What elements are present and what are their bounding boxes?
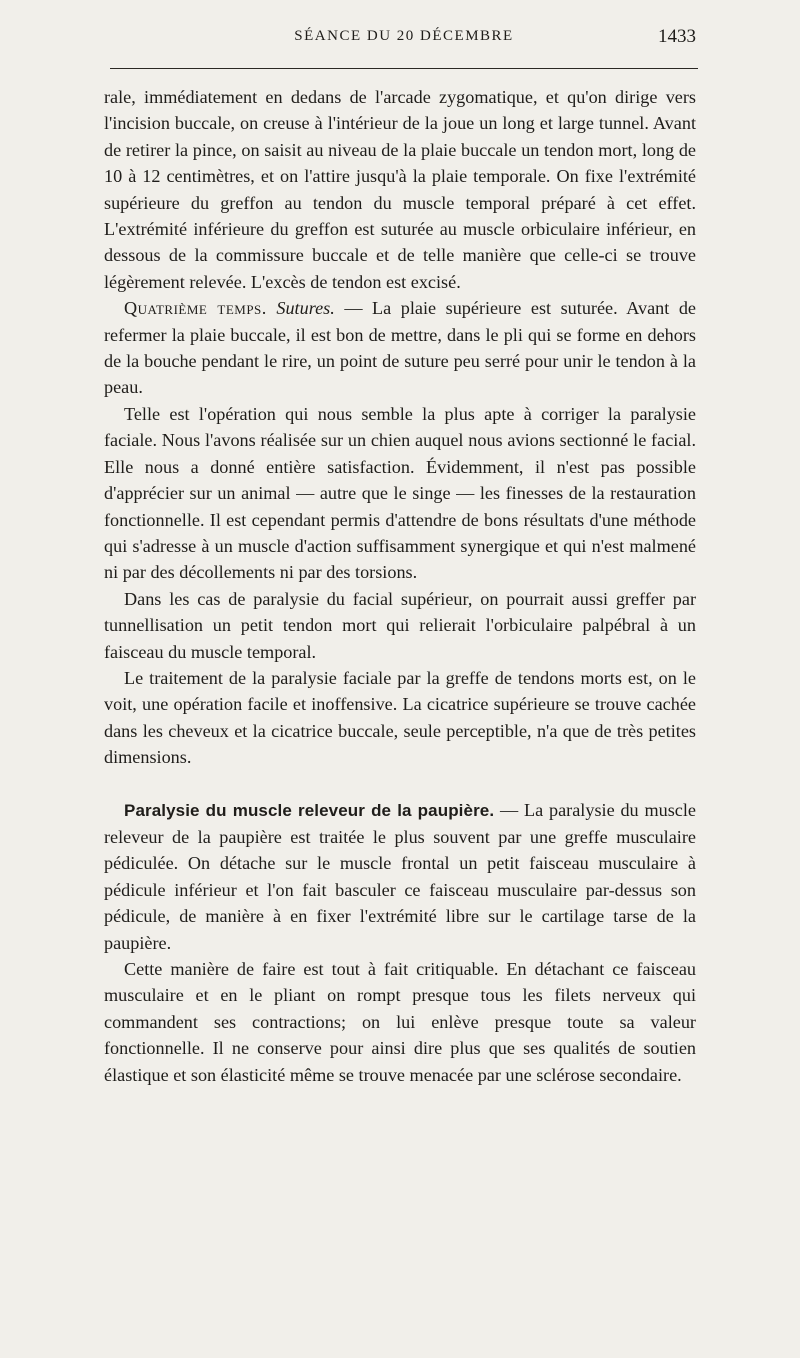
paragraph-1: rale, immédiatement en dedans de l'arcade zygomatique, et qu'on dirige vers l'incision buccale, on creuse à l'intérieur de la joue un long et large tunnel. Avant de retirer la pince, on saisit au niveau de la plaie buccale un tendon mort, long de 10 à 12 centimètres, et on l'attire jusqu'à la plaie temporale. On fixe l'extrémité supérieure du greffon au tendon du muscle temporal préparé à cet effet. L'extrémité inférieure du greffon est suturée au muscle orbiculaire inférieur, en dessous de la commissure buccale et de telle manière que celle-ci se trouve légèrement relevée. L'excès de tendon est excisé. [104,87,696,292]
page-number: 1433 [658,26,696,47]
paragraph-4: Dans les cas de paralysie du facial supérieur, on pourrait aussi greffer par tunnellisation un petit tendon mort qui relierait l'orbiculaire palpébral à un faisceau du muscle temporal. [104,588,696,662]
step-label: Quatrième temps. [124,298,267,319]
header-title [104,28,696,45]
running-header [104,26,696,50]
paragraph-2-body: — La plaie supérieure est suturée. Avant de refermer la plaie buccale, il est bon de mettre, dans le pli qui se forme en dehors de la bouche pendant le rire, un point de suture peu serré pour unir le tendon à la peau. [104,298,696,398]
paragraph-2 [104,295,696,401]
section-heading: Paralysie du muscle releveur de la paupière. [124,800,495,820]
paragraph-5: Le traitement de la paralysie faciale par la greffe de tendons morts est, on le voit, une opération facile et inoffensive. La cicatrice supérieure se trouve cachée dans les cheveux et la cicatrice buccale, seule perceptible, n'a que de très petites dimensions. [104,667,696,768]
body-text [104,84,696,1088]
section-gap [104,771,696,797]
document-page [104,0,696,1358]
paragraph-6-body: — La paralysie du muscle releveur de la paupière est traitée le plus souvent par une greffe musculaire pédiculée. On détache sur le muscle frontal un petit faisceau musculaire à pédicule inférieur et l'on fait basculer ce faisceau musculaire par-dessus son pédicule, de manière à en fixer l'extrémité libre sur le cartilage tarse de la paupière. [104,799,696,953]
paragraph-7: Cette manière de faire est tout à fait critiquable. En détachant ce faisceau musculaire et en le pliant on rompt presque tous les filets nerveux qui commandent ses contractions; on lui enlève presque toute sa valeur fonctionnelle. Il ne conserve pour ainsi dire plus que ses qualités de soutien élastique et son élasticité même se trouve menacée par une sclérose secondaire. [104,959,696,1085]
paragraph-3: Telle est l'opération qui nous semble la plus apte à corriger la paralysie faciale. Nous l'avons réalisée sur un chien auquel nous avions sectionné le facial. Elle nous a donné entière satisfaction. Évidemment, il n'est pas possible d'apprécier sur un animal — autre que le singe — les finesses de la restauration fonctionnelle. Il est cependant permis d'attendre de bons résultats d'une méthode qui s'adresse à un muscle d'action suffisamment synergique et qui n'est malmené ni par des décollements ni par des torsions. [104,403,696,583]
paragraph-6 [104,797,696,956]
header-rule [110,68,698,69]
header-title-text: SÉANCE DU 20 DÉCEMBRE [294,28,514,44]
step-title: Sutures. [276,298,335,319]
